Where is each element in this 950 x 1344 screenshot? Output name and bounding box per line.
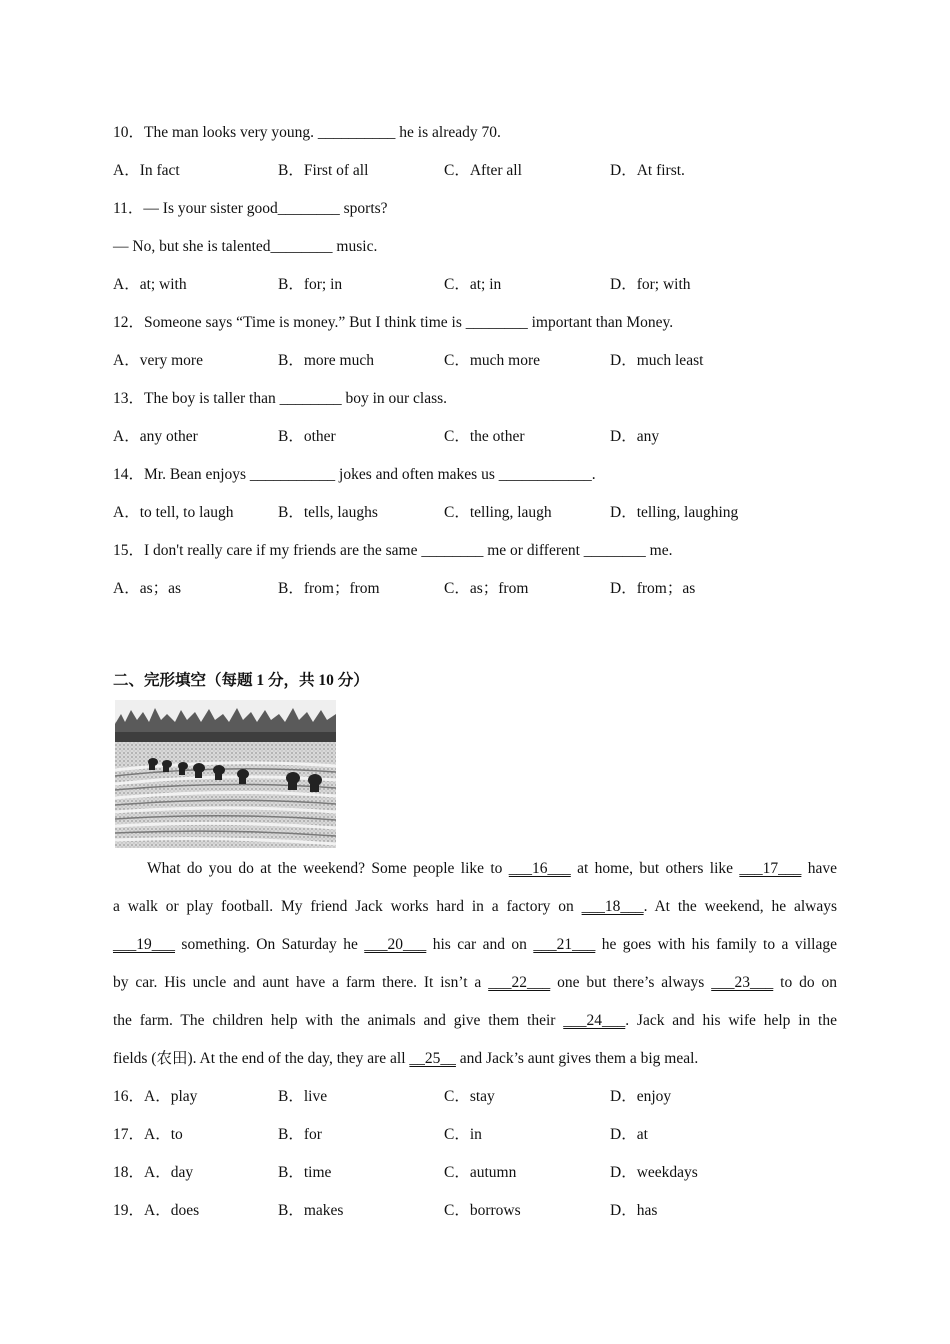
- q15-option-c: C．as；from: [444, 580, 529, 597]
- blank-18: ___18___: [581, 898, 644, 915]
- cloze-16-option-d: D．enjoy: [610, 1088, 672, 1105]
- passage-line-5: the farm. The children help with the animals and give them their ___24___. Jack and his wife help in the: [113, 1012, 837, 1029]
- q12-option-c: C．much more: [444, 352, 540, 369]
- question-11-stem-reply: — No, but she is talented________ music.: [113, 238, 378, 255]
- cloze-16-option-b: B．live: [278, 1088, 328, 1105]
- cloze-17-option-c: C．in: [444, 1126, 482, 1143]
- q10-option-b: B．First of all: [278, 162, 369, 179]
- q14-option-d: D．telling, laughing: [610, 504, 739, 521]
- cloze-19-option-d: D．has: [610, 1202, 658, 1219]
- cloze-16-option-a: 16．A．play: [113, 1088, 198, 1105]
- q11-option-a: A．at; with: [113, 276, 187, 293]
- q13-option-c: C．the other: [444, 428, 525, 445]
- q14-option-c: C．telling, laugh: [444, 504, 552, 521]
- q10-option-a: A．In fact: [113, 162, 180, 179]
- blank-17: ___17___: [739, 860, 802, 877]
- cloze-17-number: 17．: [113, 1126, 145, 1143]
- q13-option-d: D．any: [610, 428, 660, 445]
- section-heading: 二、完形填空（每题 1 分，共 10 分）: [113, 672, 369, 689]
- cloze-18-option-d: D．weekdays: [610, 1164, 698, 1181]
- q15-option-b: B．from；from: [278, 580, 380, 597]
- passage-line-6: fields (农田). At the end of the day, they are all __25__ and Jack’s aunt gives them a big meal.: [113, 1050, 699, 1067]
- passage-line-3: ___19___ something. On Saturday he ___20___ his car and on ___21___ he goes with his family to a village: [113, 936, 837, 953]
- blank-16: ___16___: [508, 860, 571, 877]
- q14-option-a: A．to tell, to laugh: [113, 504, 234, 521]
- passage-line-4: by car. His uncle and aunt have a farm there. It isn’t a ___22___ one but there’s always ___23___ to do on: [113, 974, 837, 991]
- q12-option-b: B．more much: [278, 352, 374, 369]
- q11-option-d: D．for; with: [610, 276, 691, 293]
- question-14-stem: 14．Mr. Bean enjoys ___________ jokes and often makes us ____________.: [113, 466, 596, 483]
- q12-option-d: D．much least: [610, 352, 704, 369]
- blank-25: __25__: [409, 1050, 456, 1067]
- question-11-stem: 11．— Is your sister good________ sports?: [113, 200, 388, 217]
- cloze-16-number: 16．: [113, 1088, 145, 1105]
- q10-option-d: D．At first.: [610, 162, 685, 179]
- cloze-17-option-d: D．at: [610, 1126, 648, 1143]
- q13-option-a: A．any other: [113, 428, 198, 445]
- passage-line-2: a walk or play football. My friend Jack works hard in a factory on ___18___. At the weekend, he always: [113, 898, 838, 915]
- q12-option-a: A．very more: [113, 352, 203, 369]
- cloze-19-option-b: B．makes: [278, 1202, 344, 1219]
- q14-option-b: B．tells, laughs: [278, 504, 378, 521]
- question-12-stem: 12．Someone says “Time is money.” But I think time is ________ important than Money.: [113, 314, 674, 331]
- question-13-stem: 13．The boy is taller than ________ boy in our class.: [113, 390, 448, 407]
- q10-option-c: C．After all: [444, 162, 522, 179]
- blank-24: ___24___: [563, 1012, 626, 1029]
- question-15-stem: 15．I don't really care if my friends are the same ________ me or different ________ me.: [113, 542, 673, 559]
- q11-option-c: C．at; in: [444, 276, 502, 293]
- blank-19: ___19___: [113, 936, 175, 953]
- blank-20: ___20___: [364, 936, 427, 953]
- cloze-17-option-b: B．for: [278, 1126, 322, 1143]
- cloze-18-option-b: B．time: [278, 1164, 332, 1181]
- cloze-18-option-c: C．autumn: [444, 1164, 517, 1181]
- cloze-19-option-c: C．borrows: [444, 1202, 521, 1219]
- q15-option-d: D．from；as: [610, 580, 696, 597]
- cloze-19-number: 19．: [113, 1202, 145, 1219]
- passage-line-1: What do you do at the weekend? Some people like to ___16___ at home, but others like ___17___ have: [147, 860, 837, 877]
- field-photo-svg: [115, 700, 336, 848]
- cloze-18-option-a: 18．A．day: [113, 1164, 194, 1181]
- q11-option-b: B．for; in: [278, 276, 343, 293]
- field-photo: [115, 700, 336, 848]
- q15-option-a: A．as；as: [113, 580, 182, 597]
- blank-22: ___22___: [488, 974, 551, 991]
- cloze-18-number: 18．: [113, 1164, 145, 1181]
- cloze-17-option-a: 17．A．to: [113, 1126, 183, 1143]
- blank-23: ___23___: [711, 974, 774, 991]
- cloze-16-option-c: C．stay: [444, 1088, 495, 1105]
- blank-21: ___21___: [533, 936, 596, 953]
- cloze-19-option-a: 19．A．does: [113, 1202, 200, 1219]
- question-10-stem: 10．The man looks very young. __________ he is already 70.: [113, 124, 501, 141]
- q13-option-b: B．other: [278, 428, 336, 445]
